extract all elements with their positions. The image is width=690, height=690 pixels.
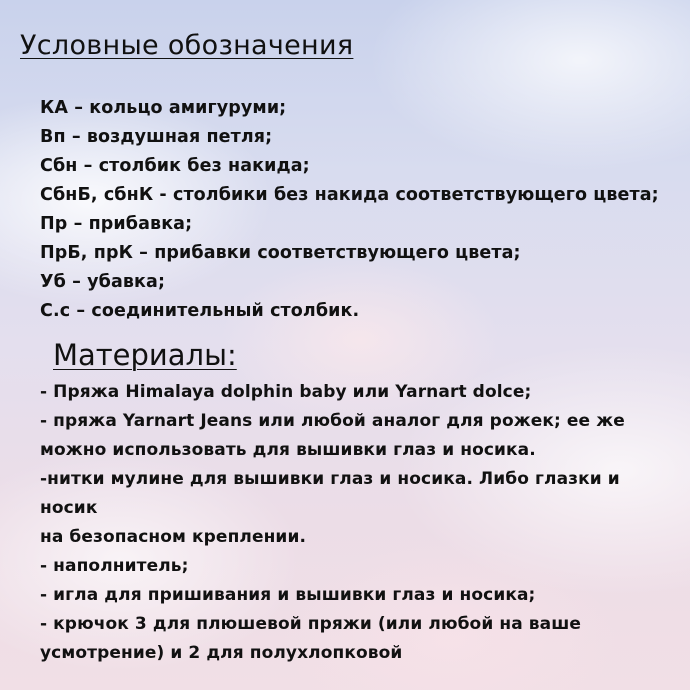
materials-list — [40, 378, 680, 668]
legend-item-ss: С.с – соединительный столбик. — [40, 301, 360, 321]
legend-title: Условные обозначения — [20, 30, 354, 61]
materials-line-jeans-yarn: - пряжа Yarnart Jeans или любой аналог для рожек; ее же — [40, 411, 625, 431]
legend-item-pr: Пр – прибавка; — [40, 214, 193, 234]
materials-line-mouline-cont: носик — [40, 498, 98, 518]
materials-line-needle: - игла для пришивания и вышивки глаз и носика; — [40, 585, 536, 605]
legend-item-ub: Уб – убавка; — [40, 272, 166, 292]
legend-item-vp: Вп – воздушная петля; — [40, 127, 273, 147]
materials-line-filler: - наполнитель; — [40, 556, 189, 576]
materials-line-safety-mount: на безопасном креплении. — [40, 527, 307, 547]
legend-item-ka: КА – кольцо амигуруми; — [40, 98, 287, 118]
legend-list — [40, 94, 680, 326]
materials-title: Материалы: — [53, 338, 237, 372]
materials-line-jeans-yarn-cont: можно использовать для вышивки глаз и носика. — [40, 440, 536, 460]
materials-line-hook: - крючок 3 для плюшевой пряжи (или любой на ваше — [40, 614, 581, 634]
legend-item-sbnb-sbnk: СбнБ, сбнК - столбики без накида соответствующего цвета; — [40, 185, 659, 205]
materials-line-hook-cont: усмотрение) и 2 для полухлопковой — [40, 643, 403, 663]
materials-line-yarn: - Пряжа Himalaya dolphin baby или Yarnart dolce; — [40, 382, 532, 402]
legend-item-sbn: Сбн – столбик без накида; — [40, 156, 310, 176]
materials-line-mouline: -нитки мулине для вышивки глаз и носика. Либо глазки и — [40, 469, 620, 489]
legend-item-prb-prk: ПрБ, прК – прибавки соответствующего цвета; — [40, 243, 521, 263]
